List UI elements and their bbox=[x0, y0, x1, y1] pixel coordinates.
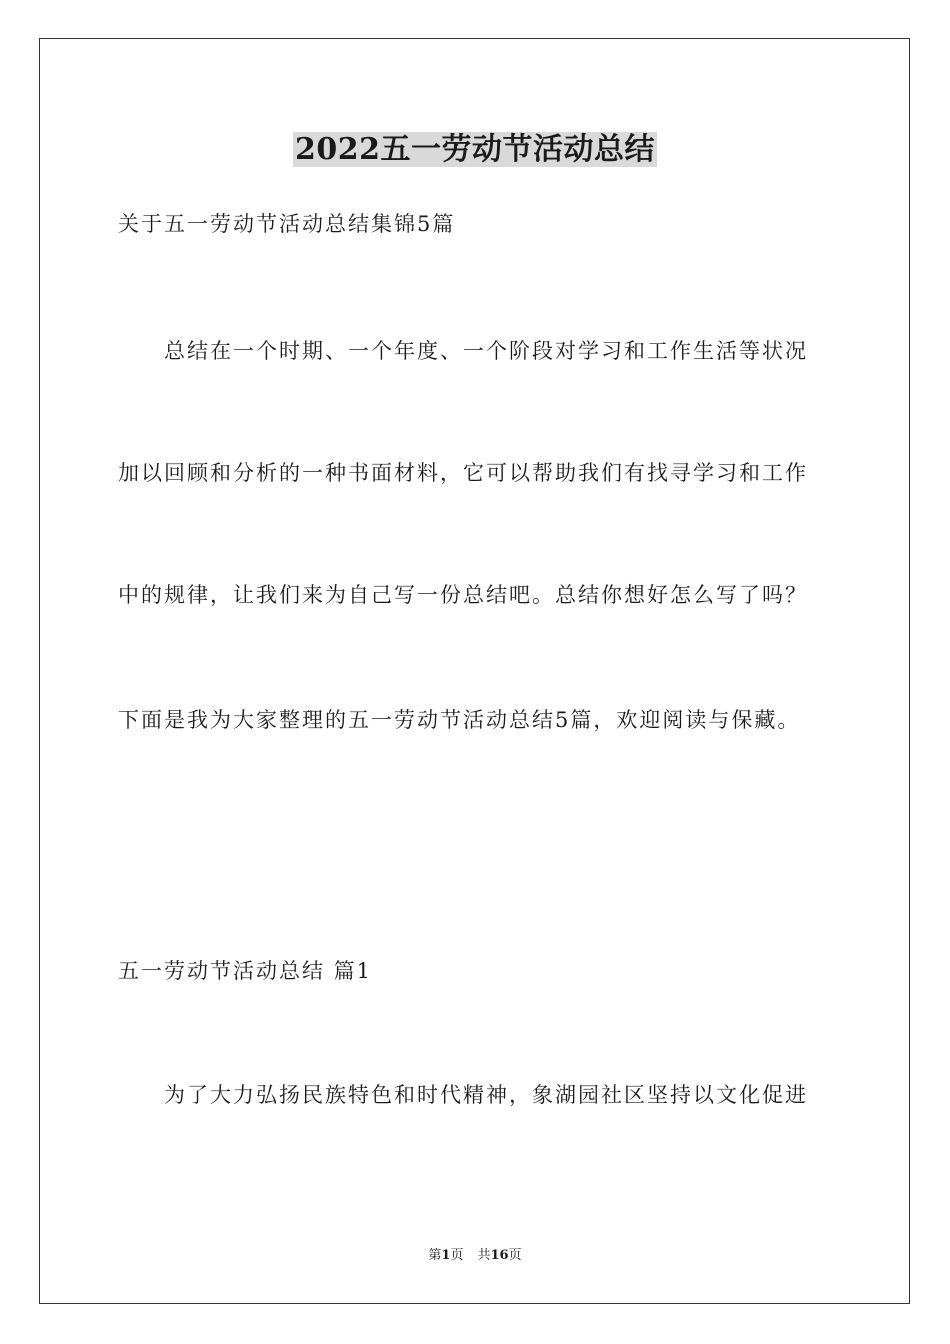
footer-total-pages: 16 bbox=[490, 1248, 509, 1263]
footer-page-suffix: 页 bbox=[450, 1248, 464, 1263]
footer-total-suffix: 页 bbox=[508, 1248, 522, 1263]
footer-page-prefix: 第 bbox=[428, 1248, 442, 1263]
footer-page-number: 1 bbox=[441, 1248, 451, 1263]
document-title-text: 2022五一劳动节活动总结 bbox=[295, 132, 655, 167]
document-subtitle: 关于五一劳动节活动总结集锦5篇 bbox=[118, 212, 456, 236]
intro-line-3: 中的规律，让我们来为自己写一份总结吧。总结你想好怎么写了吗？ bbox=[118, 583, 808, 607]
intro-line-4: 下面是我为大家整理的五一劳动节活动总结5篇，欢迎阅读与保藏。 bbox=[118, 708, 801, 732]
intro-line-1: 总结在一个时期、一个年度、一个阶段对学习和工作生活等状况 bbox=[164, 339, 808, 363]
section-paragraph-line-1: 为了大力弘扬民族特色和时代精神，象湖园社区坚持以文化促进 bbox=[164, 1083, 808, 1107]
section-heading: 五一劳动节活动总结 篇1 bbox=[118, 959, 373, 983]
footer-total-prefix: 共 bbox=[477, 1248, 491, 1263]
page-footer bbox=[0, 1246, 950, 1266]
intro-line-2: 加以回顾和分析的一种书面材料，它可以帮助我们有找寻学习和工作 bbox=[118, 461, 808, 485]
document-title bbox=[0, 128, 950, 172]
